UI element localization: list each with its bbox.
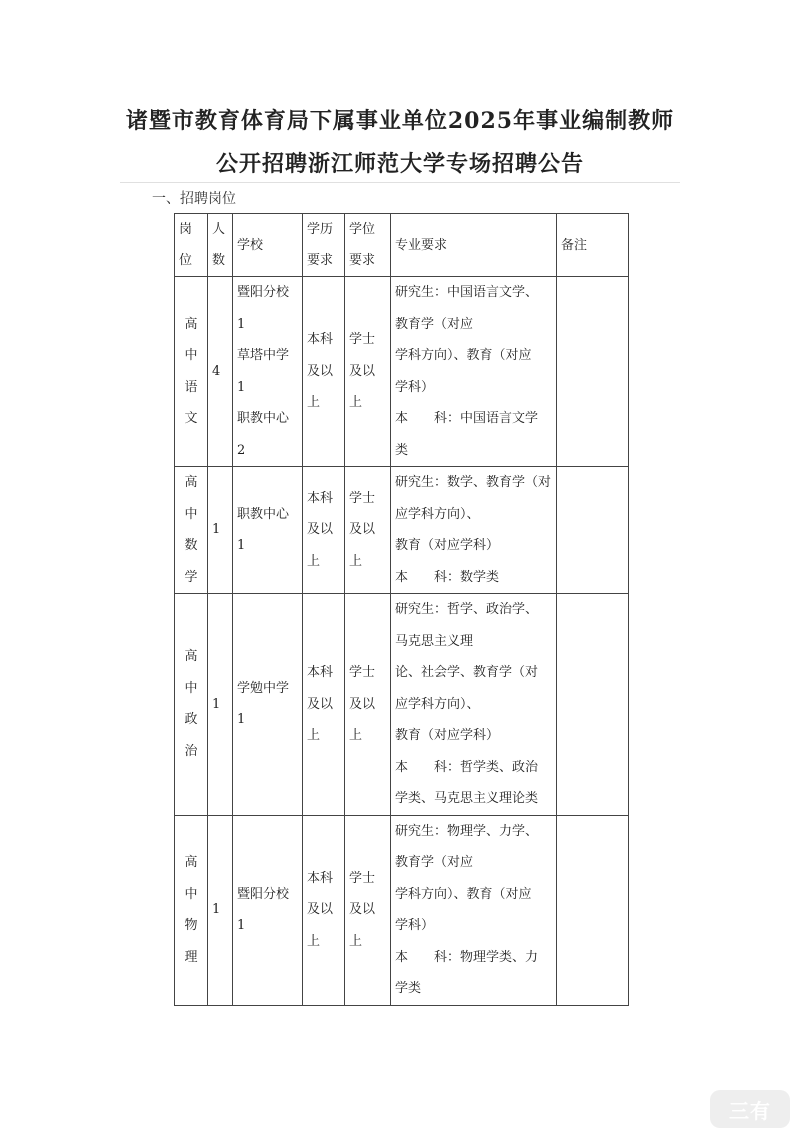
major-cell-line: 论、社会学、教育学（对	[395, 665, 539, 680]
post-cell-line: 治	[184, 743, 198, 759]
count-cell: 1	[208, 815, 233, 1005]
education-cell	[303, 277, 345, 467]
post-cell	[175, 594, 208, 816]
table-row	[175, 277, 629, 467]
education-cell-line: 本科	[307, 665, 334, 680]
remark-cell	[557, 277, 629, 467]
header-post-line: 岗	[179, 222, 193, 237]
header-post	[175, 214, 208, 277]
education-cell-line: 上	[307, 933, 321, 949]
major-cell	[391, 467, 557, 594]
major-cell	[391, 594, 557, 816]
header-major: 专业要求	[391, 214, 557, 277]
degree-cell-line: 学士	[349, 665, 376, 680]
education-cell-line: 本科	[307, 870, 334, 886]
school-cell-line: 学勉中学	[237, 680, 290, 696]
degree-cell	[345, 467, 391, 594]
remark-cell	[557, 815, 629, 1005]
major-cell-line: 本 科：物理学类、力	[395, 949, 539, 965]
degree-cell-line: 上	[349, 553, 363, 569]
school-cell-line: 1	[237, 379, 246, 395]
remark-cell	[557, 467, 629, 594]
major-cell-line: 本 科：中国语言文学	[395, 411, 539, 426]
post-cell-line: 高	[184, 316, 198, 332]
degree-cell-line: 及以	[349, 902, 376, 918]
post-cell	[175, 467, 208, 594]
post-cell-line: 中	[184, 348, 198, 363]
education-cell-line: 本科	[307, 332, 334, 348]
section-heading: 一、招聘岗位	[152, 191, 236, 207]
major-cell-line: 研究生：中国语言文学、	[395, 285, 539, 300]
school-cell-line: 职教中心	[237, 506, 290, 522]
count-cell: 4	[208, 277, 233, 467]
education-cell-line: 及以	[307, 902, 334, 918]
header-degree-line: 要求	[349, 253, 376, 268]
post-cell-line: 高	[184, 855, 198, 870]
degree-cell-line: 及以	[349, 696, 376, 712]
major-cell-line: 教育（对应学科）	[395, 538, 500, 553]
header-education	[303, 214, 345, 277]
school-cell-line: 暨阳分校	[237, 285, 290, 300]
education-cell-line: 上	[307, 553, 321, 569]
recruitment-table	[174, 213, 629, 1006]
school-cell-line: 草塔中学	[237, 348, 290, 363]
major-cell-line: 教育（对应学科）	[395, 728, 500, 743]
education-cell-line: 上	[307, 728, 321, 743]
header-degree-line: 学位	[349, 222, 376, 237]
document-title-line-1: 诸暨市教育体育局下属事业单位2025年事业编制教师	[125, 108, 675, 134]
degree-cell	[345, 277, 391, 467]
degree-cell	[345, 815, 391, 1005]
degree-cell-line: 及以	[349, 522, 376, 538]
major-cell	[391, 277, 557, 467]
major-cell	[391, 815, 557, 1005]
education-cell-line: 及以	[307, 696, 334, 712]
school-cell-line: 1	[237, 918, 246, 933]
school-cell	[233, 277, 303, 467]
school-cell	[233, 467, 303, 594]
school-cell-line: 职教中心	[237, 411, 290, 426]
degree-cell-line: 学士	[349, 490, 376, 506]
education-cell-line: 上	[307, 395, 321, 411]
table-row	[175, 815, 629, 1005]
post-cell-line: 学	[184, 569, 198, 585]
degree-cell-line: 及以	[349, 363, 376, 379]
major-cell-line: 应学科方向）、	[395, 696, 480, 712]
degree-cell-line: 学士	[349, 870, 376, 886]
school-cell-line: 1	[237, 712, 246, 728]
post-cell-line: 中	[184, 680, 198, 696]
education-cell-line: 及以	[307, 522, 334, 538]
major-cell-line: 学科方向）、教育（对应	[395, 886, 532, 902]
degree-cell-line: 上	[349, 933, 363, 949]
school-cell-line: 暨阳分校	[237, 886, 290, 902]
major-cell-line: 本 科：哲学类、政治	[395, 759, 539, 775]
major-cell-line: 本 科：数学类	[395, 569, 500, 585]
major-cell-line: 马克思主义理	[395, 633, 474, 649]
header-education-line: 学历	[307, 222, 334, 237]
post-cell	[175, 277, 208, 467]
post-cell-line: 政	[184, 712, 198, 728]
header-count	[208, 214, 233, 277]
major-cell-line: 学科方向）、教育（对应	[395, 348, 532, 363]
post-cell	[175, 815, 208, 1005]
header-count-line: 人	[212, 222, 226, 237]
education-cell	[303, 467, 345, 594]
major-cell-line: 应学科方向）、	[395, 506, 480, 522]
header-education-line: 要求	[307, 253, 334, 268]
degree-cell	[345, 594, 391, 816]
degree-cell-line: 上	[349, 728, 363, 743]
school-cell-line: 2	[237, 442, 246, 458]
table-row	[175, 467, 629, 594]
post-cell-line: 中	[184, 886, 198, 902]
header-post-line: 位	[179, 253, 193, 268]
divider	[120, 182, 680, 183]
major-cell-line: 学科）	[395, 918, 435, 933]
document-title-line-2: 公开招聘浙江师范大学专场招聘公告	[215, 151, 584, 177]
post-cell-line: 物	[184, 918, 198, 933]
school-cell-line: 1	[237, 538, 246, 553]
major-cell-line: 教育学（对应	[395, 855, 474, 870]
education-cell	[303, 594, 345, 816]
major-cell-line: 研究生：物理学、力学、	[395, 823, 539, 839]
degree-cell-line: 上	[349, 395, 363, 411]
watermark-badge: 三有	[710, 1090, 790, 1128]
table-row	[175, 594, 629, 816]
major-cell-line: 教育学（对应	[395, 316, 474, 332]
header-count-line: 数	[212, 253, 226, 268]
post-cell-line: 理	[184, 949, 198, 965]
count-cell: 1	[208, 594, 233, 816]
post-cell-line: 文	[184, 411, 198, 426]
major-cell-line: 学类	[395, 981, 422, 996]
major-cell-line: 研究生：哲学、政治学、	[395, 602, 539, 617]
school-cell	[233, 594, 303, 816]
education-cell-line: 及以	[307, 363, 334, 379]
post-cell-line: 高	[184, 475, 198, 490]
major-cell-line: 学科）	[395, 379, 435, 395]
header-remark: 备注	[557, 214, 629, 277]
major-cell-line: 研究生：数学、教育学（对	[395, 475, 552, 490]
header-school: 学校	[233, 214, 303, 277]
table-header-row	[175, 214, 629, 277]
major-cell-line: 类	[395, 442, 409, 458]
education-cell	[303, 815, 345, 1005]
post-cell-line: 数	[184, 538, 198, 553]
count-cell: 1	[208, 467, 233, 594]
header-degree	[345, 214, 391, 277]
major-cell-line: 学类、马克思主义理论类	[395, 791, 539, 806]
post-cell-line: 高	[184, 649, 198, 665]
post-cell-line: 中	[184, 506, 198, 522]
post-cell-line: 语	[184, 379, 198, 395]
school-cell-line: 1	[237, 316, 246, 332]
remark-cell	[557, 594, 629, 816]
school-cell	[233, 815, 303, 1005]
education-cell-line: 本科	[307, 490, 334, 506]
degree-cell-line: 学士	[349, 332, 376, 348]
